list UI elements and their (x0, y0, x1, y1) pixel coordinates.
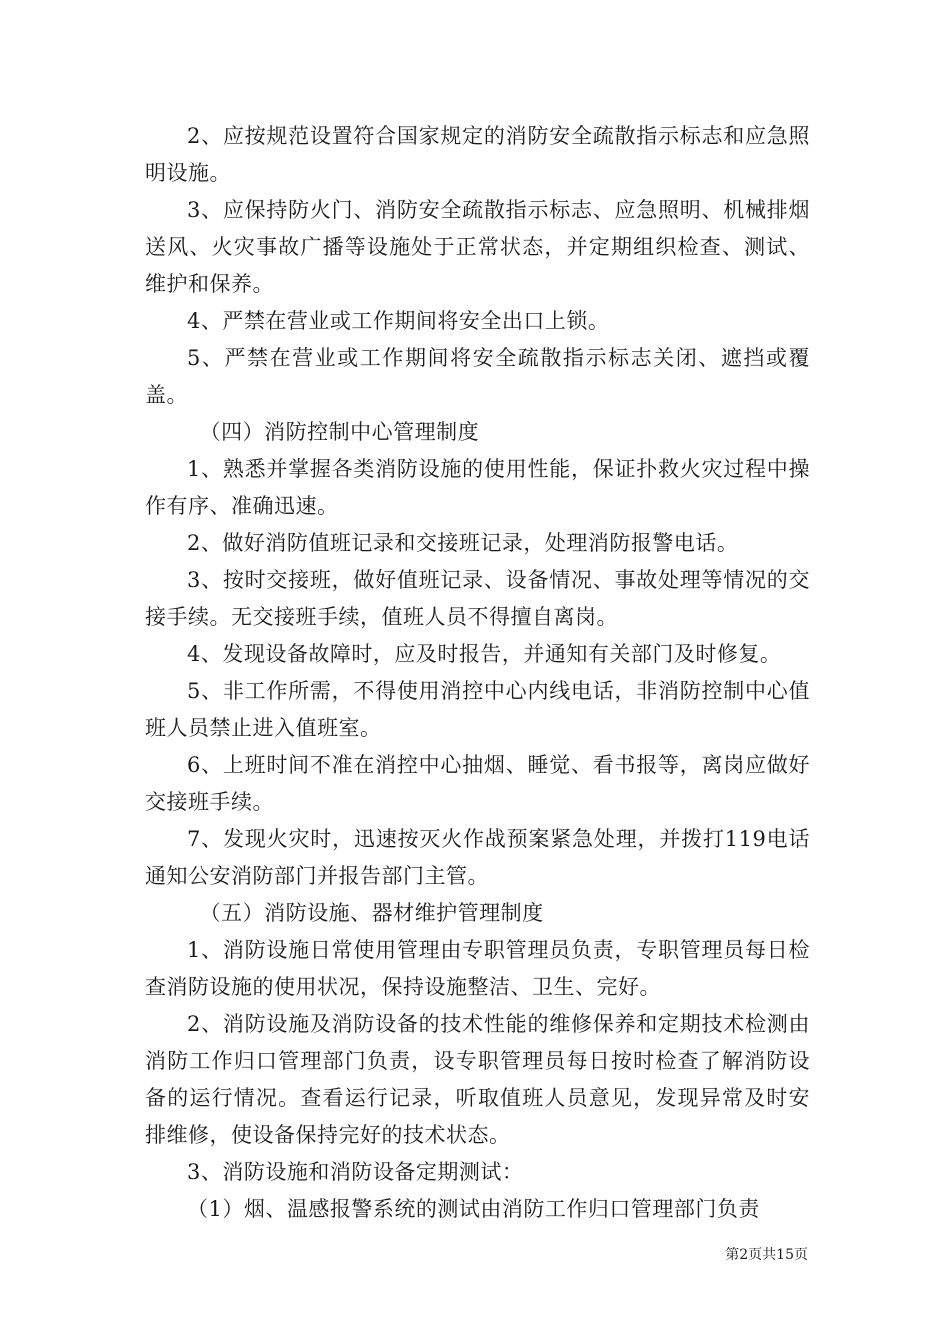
paragraph-4-2: 2、做好消防值班记录和交接班记录，处理消防报警电话。 (187, 531, 739, 555)
paragraph-4-6: 6、上班时间不准在消控中心抽烟、睡觉、看书报等，离岗应做好交接班手续。 (145, 753, 810, 814)
paragraph-4-7: 7、发现火灾时，迅速按灭火作战预案紧急处理，并拨打119电话通知公安消防部门并报告部门主管。 (145, 827, 810, 888)
section-heading-5: （五）消防设施、器材维护管理制度 (199, 901, 544, 925)
paragraph-5-3-1: （1）烟、温感报警系统的测试由消防工作归口管理部门负责 (187, 1197, 760, 1221)
paragraph-4: 4、严禁在营业或工作期间将安全出口上锁。 (187, 309, 610, 333)
paragraph-5-3: 3、消防设施和消防设备定期测试： (187, 1160, 524, 1184)
section-heading-4: （四）消防控制中心管理制度 (199, 420, 480, 444)
paragraph-2: 2、应按规范设置符合国家规定的消防安全疏散指示标志和应急照明设施。 (145, 124, 810, 185)
paragraph-4-5: 5、非工作所需，不得使用消控中心内线电话，非消防控制中心值班人员禁止进入值班室。 (145, 679, 810, 740)
page-number-footer: 第2页共15页 (725, 1247, 808, 1263)
paragraph-3: 3、应保持防火门、消防安全疏散指示标志、应急照明、机械排烟送风、火灾事故广播等设施处于正常状态，并定期组织检查、测试、维护和保养。 (145, 198, 810, 296)
paragraph-4-1: 1、熟悉并掌握各类消防设施的使用性能，保证扑救火灾过程中操作有序、准确迅速。 (145, 457, 810, 518)
paragraph-5-1: 1、消防设施日常使用管理由专职管理员负责，专职管理员每日检查消防设施的使用状况，保持设施整洁、卫生、完好。 (145, 938, 810, 999)
paragraph-4-4: 4、发现设备故障时，应及时报告，并通知有关部门及时修复。 (187, 642, 782, 666)
paragraph-5: 5、严禁在营业或工作期间将安全疏散指示标志关闭、遮挡或覆盖。 (145, 346, 810, 407)
paragraph-4-3: 3、按时交接班，做好值班记录、设备情况、事故处理等情况的交接手续。无交接班手续，值班人员不得擅自离岗。 (145, 568, 810, 629)
document-body (145, 118, 810, 1228)
paragraph-5-2: 2、消防设施及消防设备的技术性能的维修保养和定期技术检测由消防工作归口管理部门负责，设专职管理员每日按时检查了解消防设备的运行情况。查看运行记录，听取值班人员意见，发现异常及时安排维修，使设备保持完好的技术状态。 (145, 1012, 810, 1147)
